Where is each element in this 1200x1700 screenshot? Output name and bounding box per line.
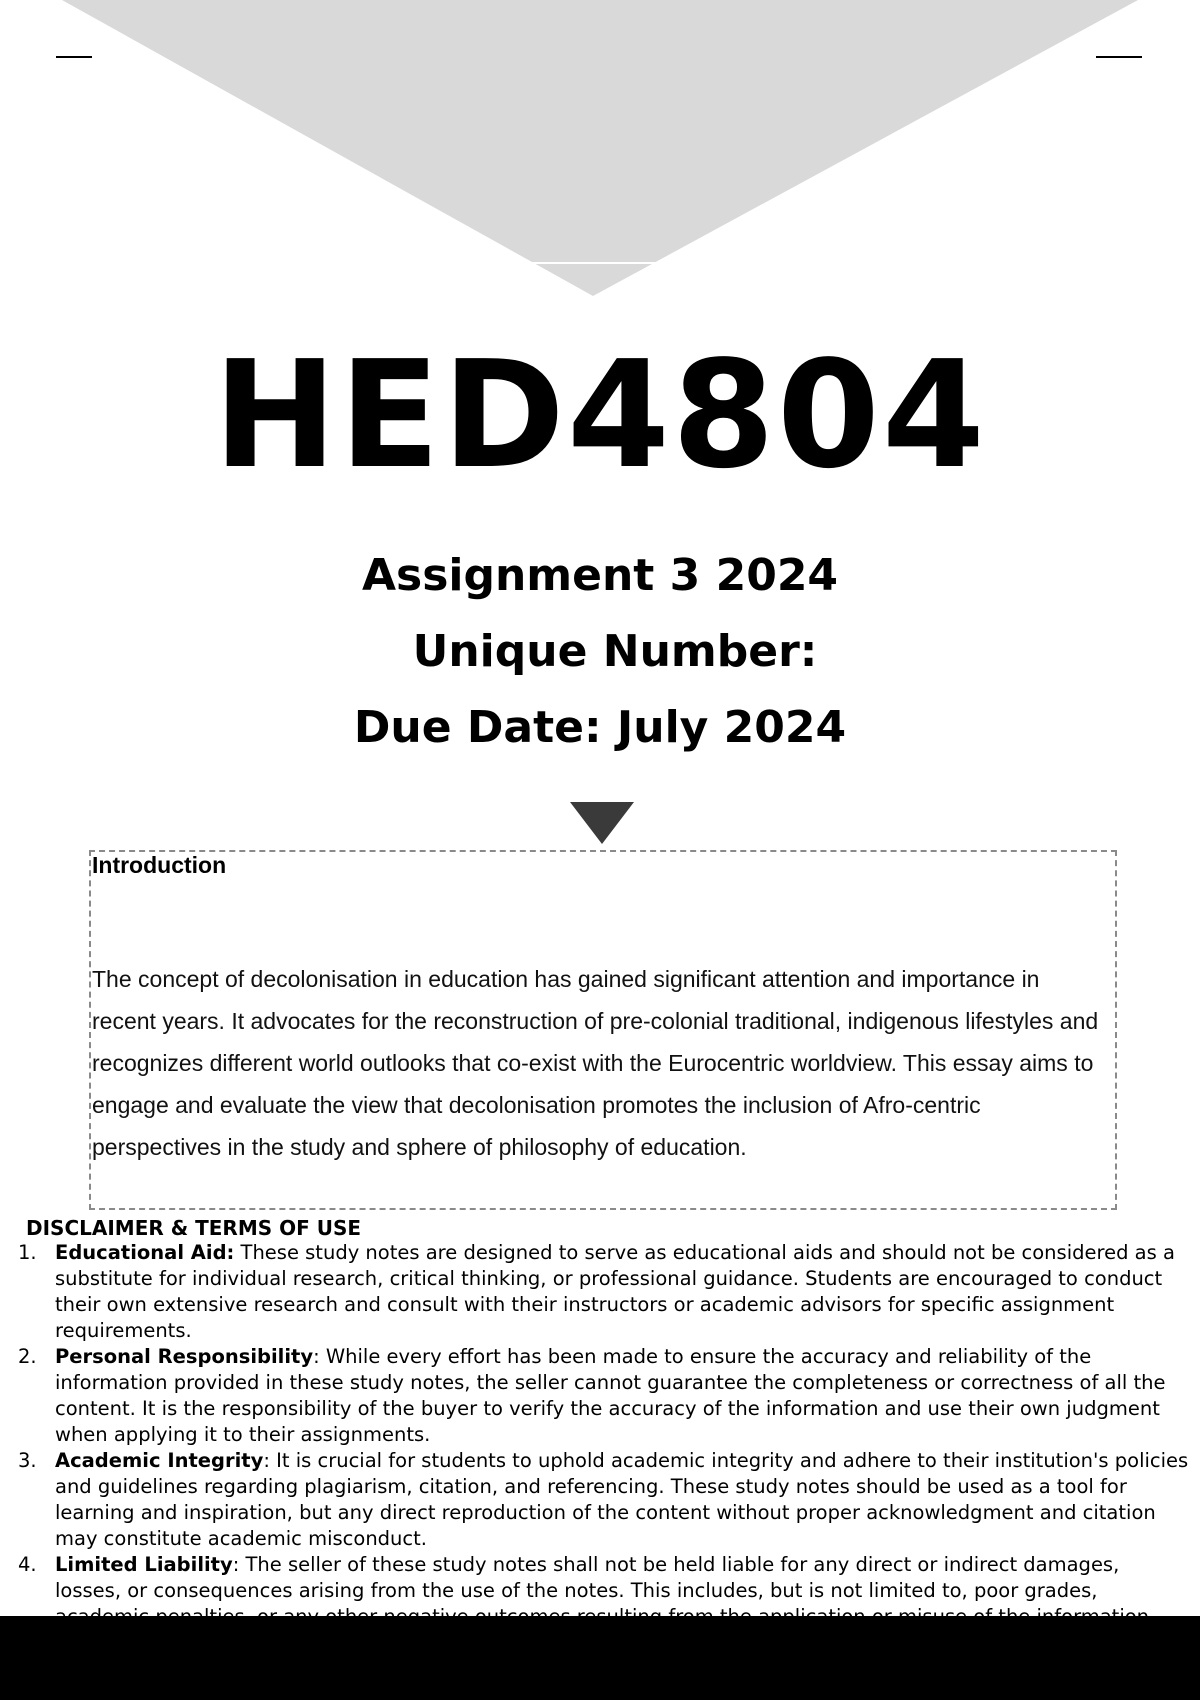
disclaimer-item-text: These study notes are designed to serve as educational aids and should not be considered as a substitute for individual research, critical thinking, or professional guidance. Students are encouraged to conduct their own extensive research and consult with their instructors or academic advisors for specific assignment requirements.	[55, 1241, 1175, 1342]
header-banner-shape	[0, 0, 1200, 300]
course-code-title: HED4804	[213, 329, 987, 501]
down-triangle-icon	[570, 802, 634, 844]
disclaimer-item-term: Limited Liability	[55, 1553, 233, 1576]
disclaimer-item-term: Personal Responsibility	[55, 1345, 314, 1368]
disclaimer-item-text: : While every effort has been made to ensure the accuracy and reliability of the information provided in these study notes, the seller cannot guarantee the completeness or correctness of all the content. It is the responsibility of the buyer to verify the accuracy of the information and use their own judgment when applying it to their assignments.	[55, 1345, 1166, 1446]
disclaimer-item	[14, 1448, 1190, 1552]
disclaimer-item-number: 1.	[18, 1241, 37, 1264]
disclaimer-item-number: 3.	[18, 1449, 37, 1472]
disclaimer-item-term: Academic Integrity	[55, 1449, 264, 1472]
disclaimer-item-text: : It is crucial for students to uphold academic integrity and adhere to their institution's policies and guidelines regarding plagiarism, citation, and referencing. These study notes should be used as a tool for learning and inspiration, but any direct reproduction of the content without proper acknowledgment and citation may constitute academic misconduct.	[55, 1449, 1189, 1550]
header-rule-right	[1096, 56, 1142, 58]
introduction-body: The concept of decolonisation in education has gained significant attention and importance in recent years. It advocates for the reconstruction of pre-colonial traditional, indigenous lifestyles and recognizes different world outlooks that co-exist with the Eurocentric worldview. This essay aims to engage and evaluate the view that decolonisation promotes the inclusion of Afro-centric perspectives in the study and sphere of philosophy of education.	[92, 966, 1099, 1160]
header-rule-left	[56, 56, 92, 58]
disclaimer-item	[14, 1240, 1190, 1344]
disclaimer-item-text: : The seller of these study notes shall not be held liable for any direct or indirect damages, losses, or consequences arising from the use of the notes. This includes, but is not limited to, poor grades,	[55, 1553, 1120, 1602]
page-bottom-bar	[0, 1616, 1200, 1700]
introduction-heading: Introduction	[92, 852, 227, 878]
due-date-label: Due Date: July 2024	[353, 702, 847, 753]
assignment-label: Assignment 3 2024	[361, 550, 839, 601]
disclaimer-item-number: 2.	[18, 1345, 37, 1368]
disclaimer-item	[14, 1344, 1190, 1448]
unique-number-label: Unique Number:	[412, 626, 818, 677]
disclaimer-title: DISCLAIMER & TERMS OF USE	[26, 1216, 362, 1240]
disclaimer-list	[14, 1240, 1190, 1630]
disclaimer-item-term: Educational Aid:	[55, 1241, 235, 1264]
disclaimer-item-number: 4.	[18, 1553, 37, 1576]
